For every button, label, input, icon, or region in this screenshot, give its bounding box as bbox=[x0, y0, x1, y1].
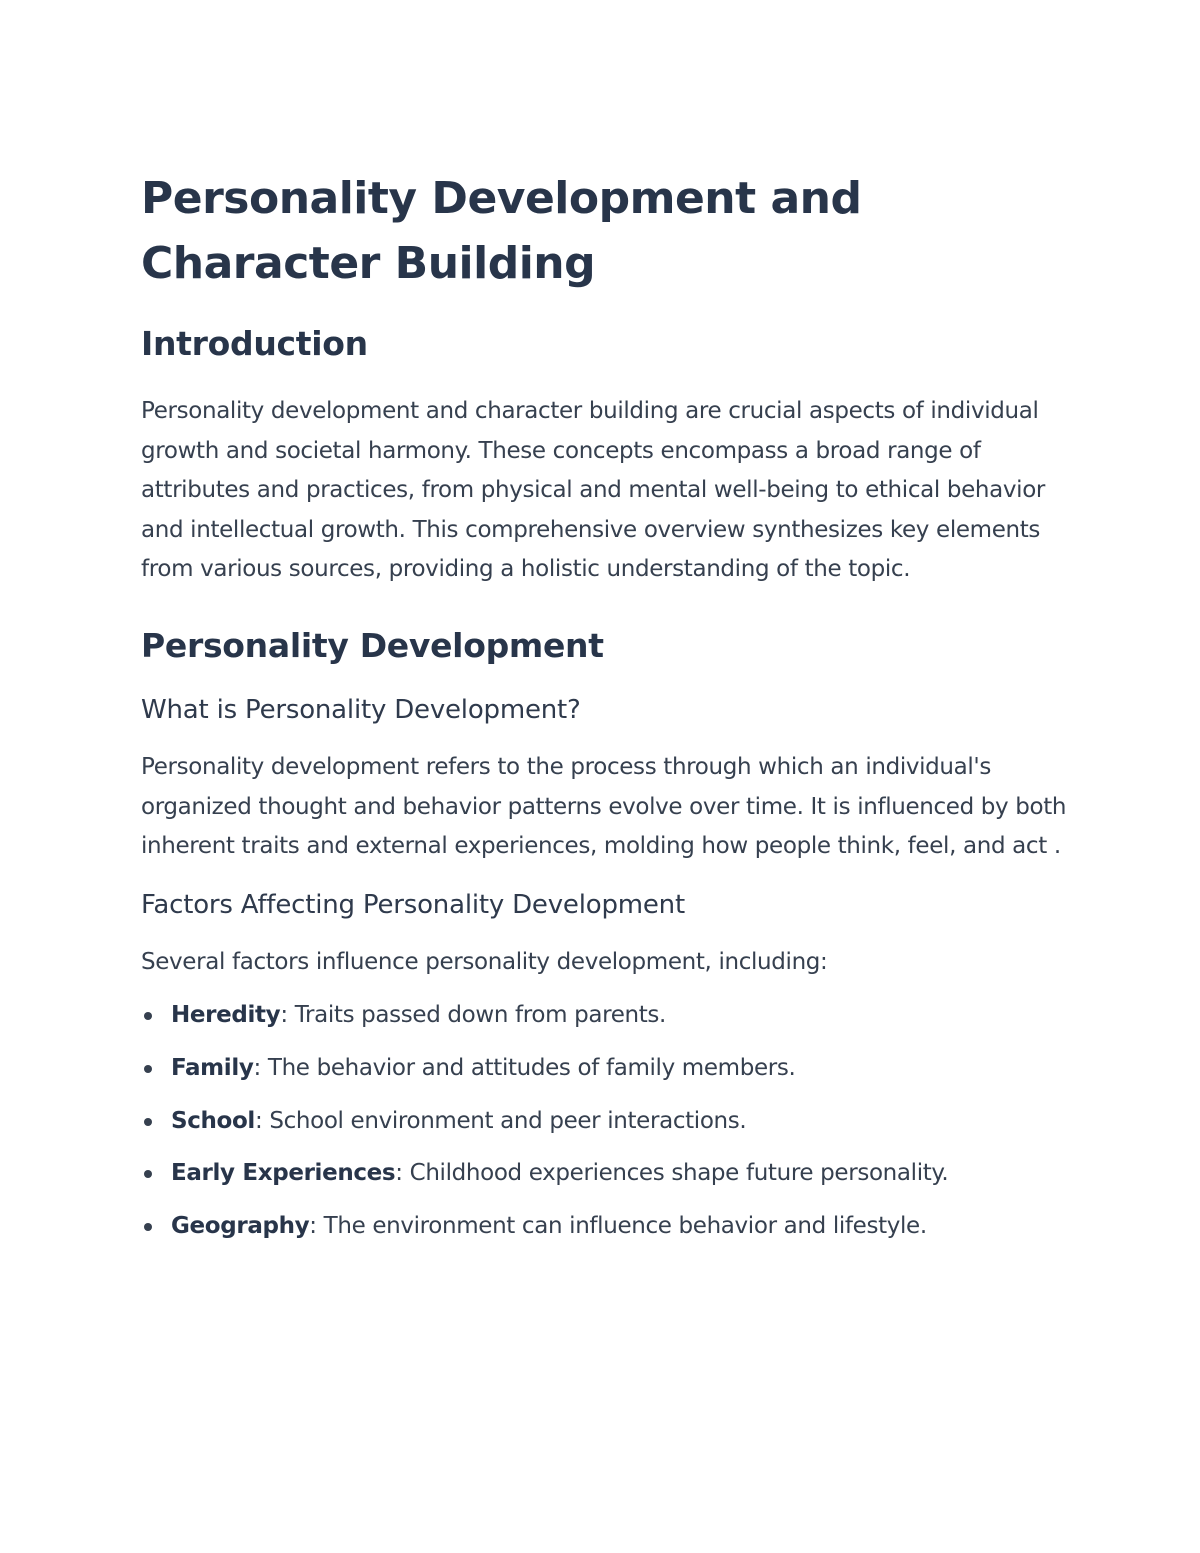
list-item bbox=[141, 1102, 1060, 1142]
bullet-icon bbox=[144, 1118, 152, 1126]
list-item bbox=[141, 996, 1060, 1036]
factors-list bbox=[141, 996, 1060, 1246]
list-item bbox=[141, 1207, 1060, 1247]
factor-description: : Childhood experiences shape future personality. bbox=[395, 1160, 949, 1187]
factor-term: Heredity bbox=[171, 1002, 281, 1029]
list-item bbox=[141, 1049, 1060, 1089]
bullet-icon bbox=[144, 1170, 152, 1178]
factor-term: Early Experiences bbox=[171, 1160, 396, 1187]
introduction-heading: Introduction bbox=[141, 324, 368, 363]
document-title: Personality Development and Character Building bbox=[141, 173, 862, 289]
factors-heading: Factors Affecting Personality Development bbox=[141, 889, 685, 920]
what-is-personality-development-heading: What is Personality Development? bbox=[141, 694, 581, 725]
list-item bbox=[141, 1154, 1060, 1194]
factor-description: : Traits passed down from parents. bbox=[280, 1002, 667, 1029]
bullet-icon bbox=[144, 1065, 152, 1073]
personality-development-heading: Personality Development bbox=[141, 625, 604, 665]
bullet-icon bbox=[144, 1012, 152, 1020]
bullet-icon bbox=[144, 1223, 152, 1231]
what-is-personality-development-paragraph: Personality development refers to the process through which an individual's organized thought and behavior patterns evolve over time. It is influenced by both inherent traits and external experiences, molding how people think, feel, and act . bbox=[141, 753, 1067, 860]
factor-term: Geography bbox=[171, 1212, 310, 1239]
introduction-paragraph: Personality development and character building are crucial aspects of individual growth and societal harmony. These concepts encompass a broad range of attributes and practices, from physical and mental well-being to ethical behavior and intellectual growth. This comprehensive overview synthesizes key elements from various sources, providing a holistic understanding of the topic. bbox=[141, 398, 1046, 583]
factor-description: : The behavior and attitudes of family members. bbox=[253, 1054, 796, 1081]
factor-term: School bbox=[171, 1107, 255, 1134]
factors-intro: Several factors influence personality development, including: bbox=[141, 948, 828, 975]
factor-term: Family bbox=[171, 1054, 254, 1081]
factor-description: : The environment can influence behavior and lifestyle. bbox=[309, 1212, 927, 1239]
factor-description: : School environment and peer interactions. bbox=[254, 1107, 747, 1134]
